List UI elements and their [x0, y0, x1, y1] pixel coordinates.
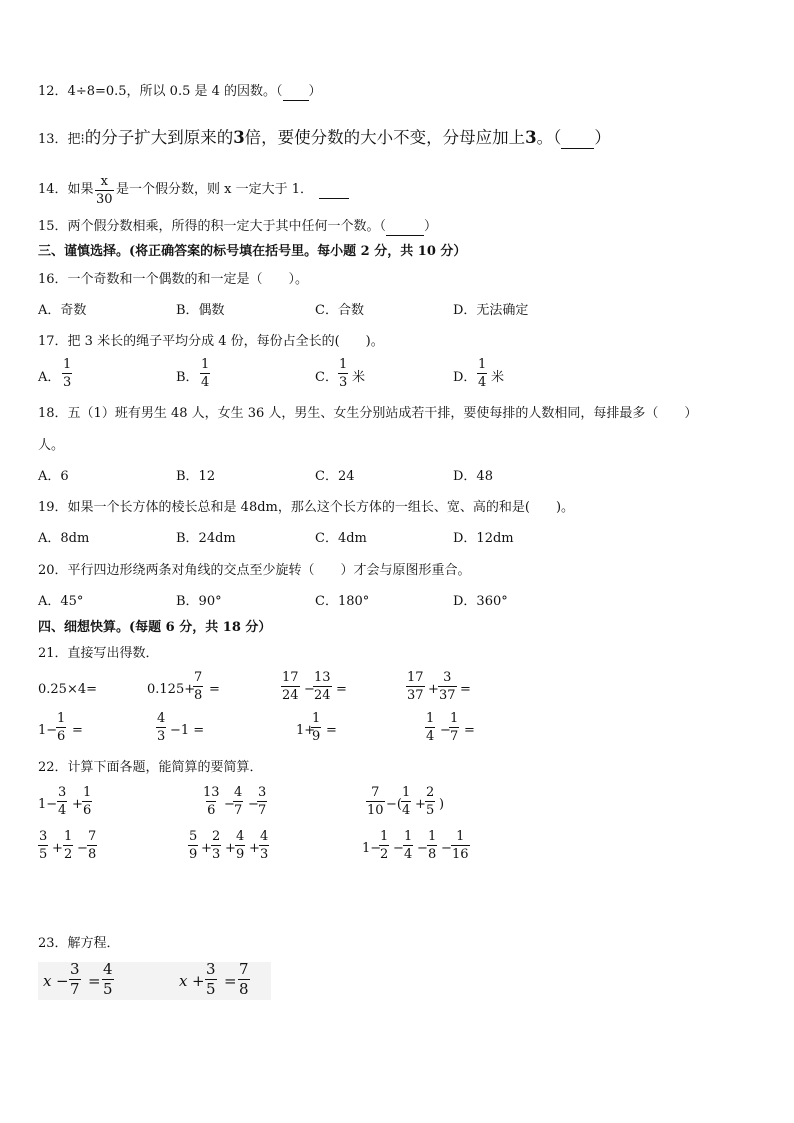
- option-c[interactable]: C．180°: [315, 594, 370, 609]
- option-a[interactable]: A．45°: [38, 594, 84, 609]
- question-18: 18．五（1）班有男生 48 人，女生 36 人，男生、女生分别站成若干排，要使每排的人数相同，每排最多（ ）: [38, 406, 698, 421]
- close-paren: ）: [594, 128, 611, 147]
- question-17: 17．把 3 米长的绳子平均分成 4 份，每份占全长的( )。: [38, 334, 384, 349]
- numerator: x: [100, 174, 108, 189]
- calc-4-fraction-2: $\frac{3}{37}$: [439, 670, 456, 703]
- question-16: 16．一个奇数和一个偶数的和一定是（ ）。: [38, 272, 309, 287]
- option-b[interactable]: B．12: [176, 469, 216, 484]
- answer-blank[interactable]: [283, 84, 309, 101]
- equation-2-fraction-2: $\frac{7}{8}$: [239, 960, 249, 998]
- expr-c1-close: ): [439, 797, 445, 812]
- expr-c1-fraction-2: $\frac{1}{4}$: [402, 785, 411, 818]
- calc-8-fraction-2: $\frac{1}{7}$: [450, 711, 459, 744]
- calc-4-fraction-1: $\frac{17}{37}$: [407, 670, 424, 703]
- expr-b2-op-2: +: [225, 841, 236, 856]
- question-22-title: 22．计算下面各题，能简算的要简算．: [38, 760, 263, 775]
- calc-2-eq: =: [209, 682, 220, 697]
- denominator: 30: [96, 192, 113, 207]
- expr-c1-fraction-1: $\frac{7}{10}$: [367, 785, 384, 818]
- expr-c1-fraction-3: $\frac{2}{5}$: [426, 785, 435, 818]
- option-d[interactable]: D．12dm: [453, 531, 514, 546]
- option-d[interactable]: D．无法确定: [453, 303, 529, 318]
- question-15-text: 15．两个假分数相乘，所得的积一定大于其中任何一个数。（: [38, 219, 387, 234]
- section-4-heading: 四、细想快算。(每题 6 分，共 18 分）: [38, 620, 272, 635]
- expr-a1-op: +: [72, 797, 83, 812]
- calc-6-rest: −1 =: [170, 723, 205, 738]
- question-13-prefix: 13．把: [38, 132, 81, 147]
- expr-b1-fraction-1: $\frac{13}{6}$: [203, 785, 220, 818]
- expr-b2-fraction-2: $\frac{2}{3}$: [212, 829, 221, 862]
- question-13: [38, 128, 611, 150]
- question-12: [38, 84, 322, 101]
- question-12-text: 12．4÷8=0.5，所以 0.5 是 4 的因数。（: [38, 84, 283, 99]
- option-a[interactable]: A．6: [38, 469, 69, 484]
- equation-1-variable: x: [43, 972, 52, 990]
- calc-2-prefix: 0.125+: [147, 682, 196, 697]
- section-3-heading: 三、谨慎选择。(将正确答案的标号填在括号里。每小题 2 分，共 10 分）: [38, 244, 467, 259]
- calc-2-fraction: $\frac{7}{8}$: [194, 670, 203, 703]
- expr-b2-fraction-1: $\frac{5}{9}$: [189, 829, 198, 862]
- fraction-glyph: ⁝: [80, 132, 85, 147]
- equation-2-variable: x: [179, 972, 188, 990]
- question-14-rest: [116, 182, 349, 199]
- question-19: 19．如果一个长方体的棱长总和是 48dm，那么这个长方体的一组长、宽、高的和是( )。: [38, 500, 575, 515]
- option-a-label[interactable]: A．: [38, 370, 61, 385]
- expr-c2-fraction-2: $\frac{1}{4}$: [404, 829, 413, 862]
- calc-6-fraction: $\frac{4}{3}$: [157, 711, 166, 744]
- calc-1: 0.25×4=: [38, 682, 98, 697]
- calc-8-eq: =: [464, 723, 475, 738]
- option-b[interactable]: B．偶数: [176, 303, 225, 318]
- question-15: [38, 219, 437, 236]
- option-d-fraction: $\frac{1}{4}$: [478, 357, 487, 390]
- expr-c2-fraction-3: $\frac{1}{8}$: [428, 829, 437, 862]
- expr-c2-op-3: −: [441, 841, 452, 856]
- expr-a1-prefix: 1−: [38, 797, 58, 812]
- expr-a2-fraction-1: $\frac{3}{5}$: [39, 829, 48, 862]
- equation-2-fraction-1: $\frac{3}{5}$: [206, 960, 216, 998]
- calc-5-fraction: $\frac{1}{6}$: [57, 711, 66, 744]
- option-d[interactable]: D．360°: [453, 594, 508, 609]
- question-14-prefix: 14．如果: [38, 182, 94, 197]
- question-13-mid: 倍，要使分数的大小不变，分母应加上: [244, 128, 526, 147]
- question-14-text: 是一个假分数，则 x 一定大于 1．: [116, 182, 313, 197]
- option-a-fraction: $\frac{1}{3}$: [63, 357, 72, 390]
- equation-1-fraction-1: $\frac{3}{7}$: [70, 960, 80, 998]
- option-c[interactable]: C．4dm: [315, 531, 367, 546]
- expr-a2-op-2: −: [77, 841, 88, 856]
- question-23-title: 23．解方程．: [38, 936, 120, 951]
- calc-3-op: −: [304, 682, 315, 697]
- option-a[interactable]: A．奇数: [38, 303, 87, 318]
- calc-5-eq: =: [72, 723, 83, 738]
- question-14: [38, 182, 94, 198]
- expr-b2-fraction-4: $\frac{4}{3}$: [260, 829, 269, 862]
- number-3: 3: [233, 128, 245, 147]
- calc-8-fraction-1: $\frac{1}{4}$: [426, 711, 435, 744]
- question-21-title: 21．直接写出得数．: [38, 646, 159, 661]
- question-18-cont: 人。: [38, 438, 65, 453]
- option-c-fraction: $\frac{1}{3}$: [339, 357, 348, 390]
- equation-2-equals: =: [224, 972, 237, 990]
- answer-blank[interactable]: [319, 182, 349, 199]
- option-b[interactable]: B．90°: [176, 594, 222, 609]
- expr-a2-op-1: +: [52, 841, 63, 856]
- calc-7-fraction: $\frac{1}{9}$: [312, 711, 321, 744]
- question-13-end: 。（: [536, 128, 562, 147]
- question-20: 20．平行四边形绕两条对角线的交点至少旋转（ ）才会与原图形重合。: [38, 563, 471, 578]
- expr-b1-fraction-2: $\frac{4}{7}$: [234, 785, 243, 818]
- expr-c2-op-2: −: [417, 841, 428, 856]
- expr-b1-fraction-3: $\frac{3}{7}$: [258, 785, 267, 818]
- close-paren: ）: [424, 219, 438, 234]
- option-c[interactable]: C．合数: [315, 303, 364, 318]
- equation-1-fraction-2: $\frac{4}{5}$: [103, 960, 113, 998]
- expr-b1-op-1: −: [224, 797, 235, 812]
- calc-4-op: +: [428, 682, 439, 697]
- calc-4-eq: =: [460, 682, 471, 697]
- expr-a2-fraction-2: $\frac{1}{2}$: [64, 829, 73, 862]
- equation-1-equals: =: [88, 972, 101, 990]
- expr-b2-op-3: +: [249, 841, 260, 856]
- expr-a1-fraction-1: $\frac{3}{4}$: [58, 785, 67, 818]
- option-b[interactable]: B．24dm: [176, 531, 236, 546]
- answer-blank[interactable]: [386, 219, 424, 236]
- option-b-fraction: $\frac{1}{4}$: [201, 357, 210, 390]
- expr-c1-op: −(: [386, 797, 402, 812]
- expr-c2-prefix: 1−: [362, 841, 382, 856]
- question-13-text: 的分子扩大到原来的: [84, 128, 234, 147]
- expr-b1-op-2: −: [248, 797, 259, 812]
- option-d-unit: 米: [491, 370, 505, 385]
- expr-a1-fraction-2: $\frac{1}{6}$: [83, 785, 92, 818]
- expr-c2-op-1: −: [393, 841, 404, 856]
- option-c[interactable]: C．24: [315, 469, 355, 484]
- close-paren: ）: [308, 84, 322, 99]
- calc-5-prefix: 1−: [38, 723, 58, 738]
- fraction-x-over-30: [95, 174, 114, 207]
- calc-3-fraction-2: $\frac{13}{24}$: [314, 670, 331, 703]
- equation-2-op: +: [192, 972, 205, 990]
- calc-3-fraction-1: $\frac{17}{24}$: [282, 670, 299, 703]
- expr-b2-op-1: +: [201, 841, 212, 856]
- expr-a2-fraction-3: $\frac{7}{8}$: [88, 829, 97, 862]
- option-d[interactable]: D．48: [453, 469, 493, 484]
- option-c-label[interactable]: C．: [315, 370, 338, 385]
- expr-c2-fraction-1: $\frac{1}{2}$: [380, 829, 389, 862]
- answer-blank[interactable]: [561, 132, 594, 149]
- option-a[interactable]: A．8dm: [38, 531, 90, 546]
- expr-c1-op-2: +: [415, 797, 426, 812]
- calc-7-prefix: 1+: [296, 723, 316, 738]
- option-c-unit: 米: [352, 370, 366, 385]
- calc-3-eq: =: [336, 682, 347, 697]
- calc-8-op: −: [440, 723, 451, 738]
- expr-b2-fraction-3: $\frac{4}{9}$: [236, 829, 245, 862]
- option-b-label[interactable]: B．: [176, 370, 199, 385]
- number-3b: 3: [525, 128, 537, 147]
- calc-7-eq: =: [326, 723, 337, 738]
- equation-1-op: −: [56, 972, 69, 990]
- expr-c2-fraction-4: $\frac{1}{16}$: [452, 829, 469, 862]
- option-d-label[interactable]: D．: [453, 370, 477, 385]
